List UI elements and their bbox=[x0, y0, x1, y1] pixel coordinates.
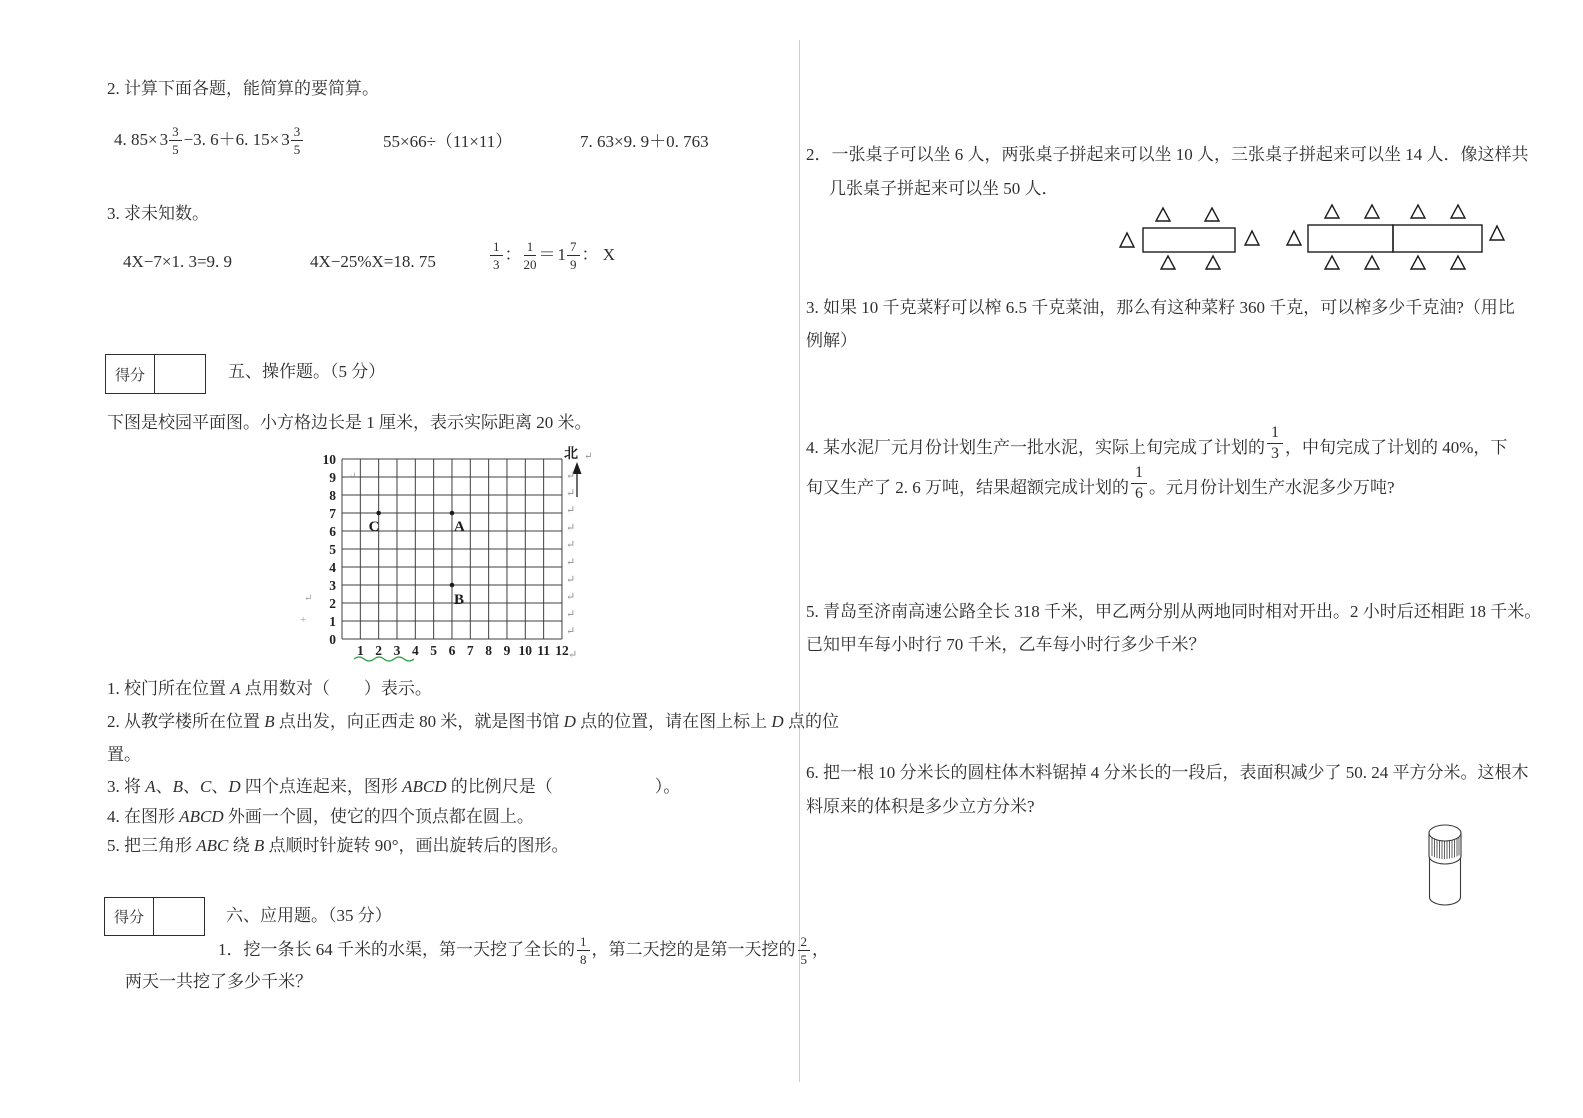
plus-mark: + bbox=[300, 614, 307, 626]
pilcrow-mark: ↵ bbox=[566, 608, 576, 621]
app-question-3-line2: 例解） bbox=[806, 331, 857, 350]
y-axis-label: 7 bbox=[329, 506, 336, 521]
score-box-section5 bbox=[105, 354, 206, 394]
table-2a bbox=[1308, 225, 1393, 252]
y-axis-label: 0 bbox=[329, 632, 336, 647]
seat-icon bbox=[1490, 226, 1504, 240]
app-question-1-line1: 1．挖一条长 64 千米的水渠，第一天挖了全长的 $\frac{1}{8}$ ，第二天挖的是第一天挖的 $\frac{2}{5}$ ， bbox=[218, 933, 829, 967]
app-question-4-line2: 旬又生产了 2. 6 万吨，结果超额完成计划的 $\frac{1}{6}$ 。元月份计划生产水泥多少万吨? bbox=[806, 463, 1395, 502]
x-axis-label: 1 bbox=[356, 643, 364, 658]
op-question-2b: 置。 bbox=[107, 745, 141, 764]
seat-icon bbox=[1325, 256, 1339, 269]
op-question-4: 4. 在图形 ABCD 外画一个圆，使它的四个顶点都在圆上。 bbox=[107, 807, 534, 826]
pilcrow-mark: ↵ bbox=[584, 451, 593, 462]
map-point-label: C bbox=[368, 519, 380, 535]
seat-icon bbox=[1411, 205, 1425, 218]
score-box-label: 得分 bbox=[105, 898, 154, 935]
table-2b bbox=[1393, 225, 1482, 252]
cylinder-diagram bbox=[1398, 810, 1478, 910]
y-axis-label: 10 bbox=[322, 452, 336, 467]
y-axis-label: 5 bbox=[329, 542, 336, 557]
table-seating-diagram bbox=[1095, 200, 1515, 280]
x-axis-label: 11 bbox=[537, 643, 551, 658]
calc-expression-1: 4. 85× 3 $\frac{3}{5}$ −3. 6＋6. 15× 3 $\frac{3}{5}$ bbox=[114, 118, 305, 162]
seat-icon bbox=[1245, 231, 1259, 245]
fraction: $\frac{1}{8}$ bbox=[577, 935, 590, 966]
op-question-1: 1. 校门所在位置 A 点用数对（ ）表示。 bbox=[107, 679, 432, 698]
equation-3-proportion: $\frac{1}{3}$ ： $\frac{1}{20}$ ＝ 1 $\frac{7}{9}$ ： X bbox=[488, 233, 615, 277]
calc-question-title: 2. 计算下面各题，能简算的要简算。 bbox=[107, 79, 379, 98]
pilcrow-mark: ↵ bbox=[566, 470, 576, 482]
y-axis-label: 1 bbox=[329, 614, 336, 629]
pilcrow-mark: ↵ bbox=[304, 593, 313, 604]
y-axis-label: 3 bbox=[329, 578, 336, 593]
x-axis-label: 10 bbox=[518, 643, 533, 658]
equation-1: 4X−7×1. 3=9. 9 bbox=[123, 252, 233, 271]
y-axis-label: 6 bbox=[329, 524, 336, 539]
x-axis-label: 3 bbox=[393, 643, 401, 658]
column-divider bbox=[799, 40, 800, 1082]
score-box-section6 bbox=[104, 897, 205, 936]
app-question-4-line1: 4. 某水泥厂元月份计划生产一批水泥，实际上旬完成了计划的 $\frac{1}{3}$ ，中旬完成了计划的 40%，下 bbox=[806, 423, 1508, 462]
seat-icon bbox=[1120, 233, 1134, 247]
pilcrow-mark: ↵ bbox=[566, 504, 576, 517]
map-point-dot bbox=[450, 583, 455, 588]
map-point-label: B bbox=[453, 592, 464, 608]
seat-icon bbox=[1206, 256, 1220, 269]
op-question-3: 3. 将 A、B、C、D 四个点连起来，图形 ABCD 的比例尺是（ ）。 bbox=[107, 777, 681, 796]
x-axis-label: 6 bbox=[448, 643, 456, 658]
x-axis-label: 8 bbox=[485, 643, 493, 658]
fraction: $\frac{1}{3}$ bbox=[490, 240, 503, 271]
fraction: 3 $\frac{3}{5}$ bbox=[281, 125, 303, 156]
app-question-5-line2: 已知甲车每小时行 70 千米，乙车每小时行多少千米？ bbox=[806, 635, 1206, 654]
pilcrow-mark: ↵ bbox=[566, 573, 576, 586]
map-point-dot bbox=[376, 511, 381, 516]
pilcrow-mark: ↵ bbox=[566, 487, 576, 500]
seat-icon bbox=[1365, 256, 1379, 269]
calc-expression-3: 7. 63×9. 9＋0. 763 bbox=[580, 132, 709, 151]
unknown-question-title: 3. 求未知数。 bbox=[107, 204, 209, 223]
score-box-blank bbox=[155, 355, 205, 393]
seat-icon bbox=[1287, 231, 1301, 245]
app-question-5-line1: 5. 青岛至济南高速公路全长 318 千米，甲乙两分别从两地同时相对开出。2 小时后还相距 18 千米。 bbox=[806, 602, 1542, 621]
app-question-2-line2: 几张桌子拼起来可以坐 50 人． bbox=[829, 179, 1059, 198]
app-question-3-line1: 3. 如果 10 千克菜籽可以榨 6.5 千克菜油，那么有这种菜籽 360 千克，可以榨多少千克油?（用比 bbox=[806, 298, 1515, 317]
pilcrow-mark: ↵ bbox=[566, 521, 576, 534]
op-question-2a: 2. 从教学楼所在位置 B 点出发，向正西走 80 米，就是图书馆 D 点的位置，请在图上标上 D 点的位 bbox=[107, 712, 839, 731]
pilcrow-mark: ↵ bbox=[566, 625, 576, 638]
cylinder-band-bottom-arc bbox=[1429, 856, 1461, 864]
equation-2: 4X−25%X=18. 75 bbox=[310, 252, 436, 271]
app-question-6-line1: 6. 把一根 10 分米长的圆柱体木料锯掉 4 分米长的一段后，表面积减少了 50. 24 平方分米。这根木 bbox=[806, 763, 1529, 782]
y-axis-label: 8 bbox=[329, 488, 336, 503]
pilcrow-mark: ↵ bbox=[566, 591, 576, 604]
section5-title: 五、操作题。（5 分） bbox=[228, 362, 386, 381]
seat-icon bbox=[1156, 208, 1170, 221]
seat-icon bbox=[1365, 205, 1379, 218]
pilcrow-mark: ↵ bbox=[568, 649, 578, 661]
campus-grid-diagram bbox=[300, 445, 600, 665]
app-question-2-line1: 2．一张桌子可以坐 6 人，两张桌子拼起来可以坐 10 人，三张桌子拼起来可以坐 14 人．像这样共 bbox=[806, 145, 1529, 164]
pilcrow-mark: ↵ bbox=[566, 539, 576, 552]
fraction: $\frac{1}{20}$ bbox=[523, 238, 537, 272]
fraction: $\frac{2}{5}$ bbox=[798, 935, 811, 966]
calc-expression-2: 55×66÷（11×11） bbox=[383, 132, 513, 151]
pilcrow-mark: ↵ bbox=[348, 471, 357, 482]
cylinder-bottom-arc bbox=[1430, 897, 1461, 905]
map-point-dot bbox=[450, 511, 455, 516]
seat-icon bbox=[1451, 256, 1465, 269]
x-axis-label: 2 bbox=[375, 643, 383, 658]
app-question-1-line2: 两天一共挖了多少千米？ bbox=[125, 972, 312, 991]
app-question-6-line2: 料原来的体积是多少立方分米? bbox=[806, 797, 1035, 816]
score-box-label: 得分 bbox=[106, 355, 155, 393]
x-axis-label: 5 bbox=[430, 643, 438, 658]
section6-title: 六、应用题。（35 分） bbox=[226, 906, 392, 925]
cylinder-top-ellipse bbox=[1429, 825, 1461, 841]
seat-icon bbox=[1325, 205, 1339, 218]
fraction: $\frac{1}{3}$ bbox=[1267, 425, 1283, 462]
fraction: 1 $\frac{7}{9}$ bbox=[558, 240, 580, 271]
fraction: 3 $\frac{3}{5}$ bbox=[160, 125, 182, 156]
map-point-label: A bbox=[453, 519, 465, 535]
seat-icon bbox=[1161, 256, 1175, 269]
table-1 bbox=[1143, 228, 1235, 252]
score-box-blank bbox=[154, 898, 204, 935]
campus-map-intro: 下图是校园平面图。小方格边长是 1 厘米，表示实际距离 20 米。 bbox=[107, 413, 592, 432]
x-axis-label: 7 bbox=[466, 643, 474, 658]
op-question-5: 5. 把三角形 ABC 绕 B 点顺时针旋转 90°，画出旋转后的图形。 bbox=[107, 836, 569, 855]
spellcheck-squiggle bbox=[354, 657, 414, 661]
north-label: 北 bbox=[564, 447, 578, 462]
y-axis-label: 4 bbox=[329, 560, 336, 575]
x-axis-label: 4 bbox=[411, 643, 419, 658]
x-axis-label: 12 bbox=[555, 643, 569, 658]
y-axis-label: 9 bbox=[329, 470, 336, 485]
y-axis-label: 2 bbox=[329, 596, 336, 611]
pilcrow-mark: ↵ bbox=[566, 556, 576, 569]
seat-icon bbox=[1205, 208, 1219, 221]
seat-icon bbox=[1451, 205, 1465, 218]
fraction: $\frac{1}{6}$ bbox=[1131, 465, 1147, 502]
seat-icon bbox=[1411, 256, 1425, 269]
x-axis-label: 9 bbox=[503, 643, 511, 658]
